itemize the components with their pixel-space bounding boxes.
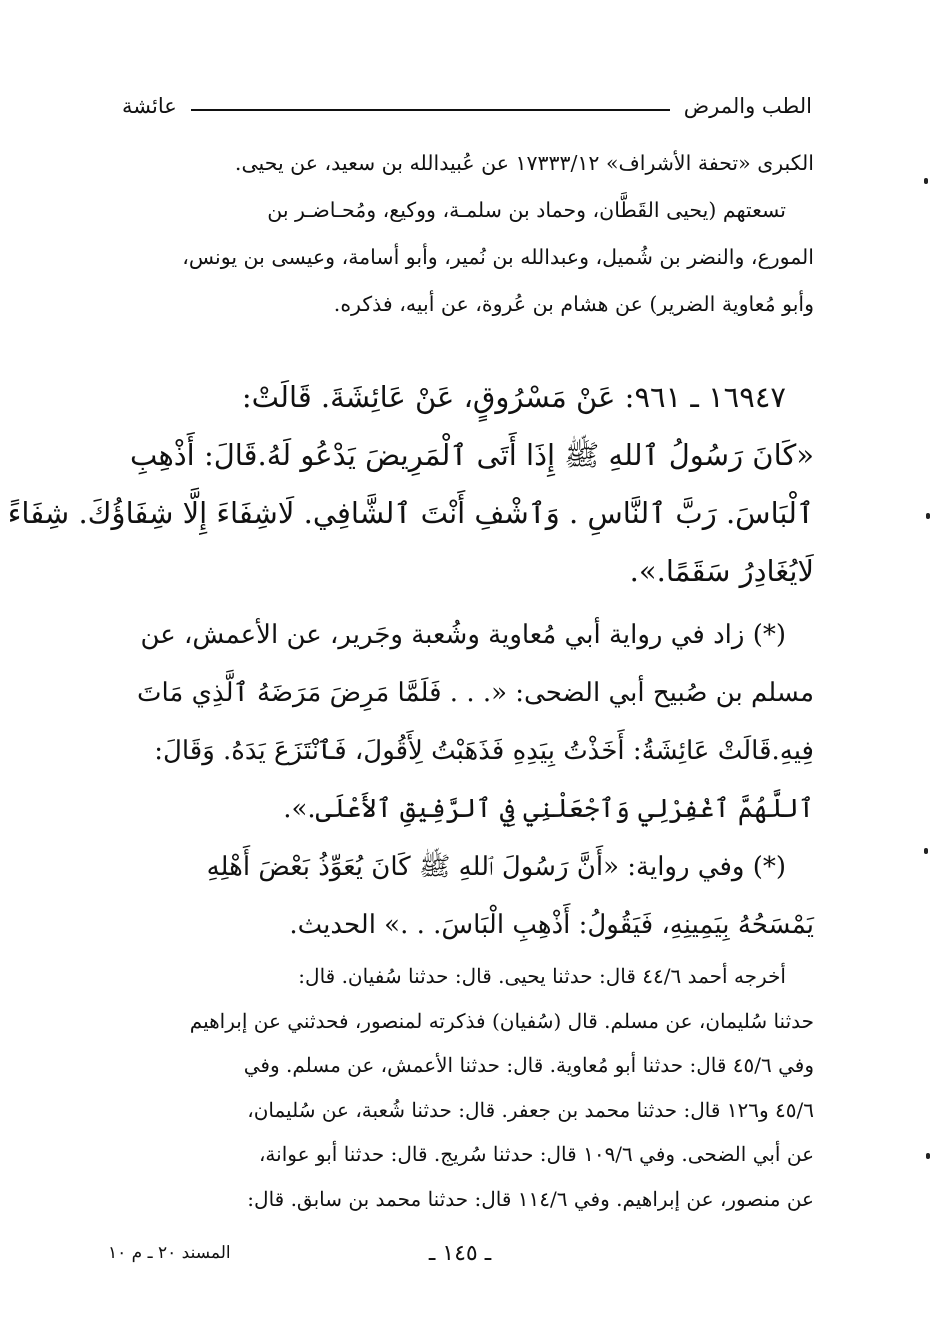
hadith-line: لَايُغَادِرُ سَقَمًا.». <box>629 554 814 588</box>
takhrij-line: عن أبي الضحى. وفي ١٠٩/٦ قال: حدثنا سُريج. قال: حدثنا أبو عوانة، <box>258 1142 814 1166</box>
takhrij-line: وفي ٤٥/٦ قال: حدثنا أبو مُعاوية. قال: حدثنا الأعمش، عن مسلم. وفي <box>243 1053 814 1077</box>
hadith-line: ٱلْبَاسَ. رَبَّ ٱلنَّاسِ . وَٱشْفِ أَنْتَ ٱلشَّافِي. لَاشِفَاءَ إِلَّا شِفَاؤُكَ. شِفَاءً <box>7 496 814 530</box>
header-section-title: عائشة <box>122 94 177 118</box>
variant-note-1 <box>118 606 814 838</box>
note-line: ٱللَّهُمَّ ٱغْفِرْلِي وَٱجْعَلْنِي فِي ٱلرَّفِيقِ ٱلأَعْلَى.». <box>283 794 814 824</box>
intro-paragraph <box>118 140 814 328</box>
note-line: يَمْسَحُهُ بِيَمِينِهِ، فَيَقُولُ: أَذْهِبِ الْبَاسَ. . .» الحديث. <box>289 910 814 940</box>
takhrij-line: حدثنا سُليمان، عن مسلم. قال (سُفيان) فذكرته لمنصور، فحدثني عن إبراهيم <box>189 1008 814 1033</box>
intro-line: وأبو مُعاوية الضرير) عن هشام بن عُروة، عن أبيه، فذكره. <box>333 292 814 316</box>
note-line: (*) زاد في رواية أبي مُعاوية وشُعبة وجَرير، عن الأعمش، عن <box>140 620 786 650</box>
variant-note-2 <box>118 838 814 954</box>
header-chapter-title: الطب والمرض <box>683 94 812 118</box>
page-number: ـ ١٤٥ ـ <box>428 1240 492 1266</box>
hadith-line: «كَانَ رَسُولُ ٱللهِ ﷺ إِذَا أَتَى ٱلْمَرِيضَ يَدْعُو لَهُ.قَالَ: أَذْهِبِ <box>130 438 814 472</box>
intro-line: الكبرى «تحفة الأشراف» ١٧٣٣٣/١٢ عن عُبيدالله بن سعيد، عن يحيى. <box>234 151 814 175</box>
takhrij-line: أخرجه أحمد ٤٤/٦ قال: حدثنا يحيى. قال: حدثنا سُفيان. قال: <box>298 964 786 988</box>
hadith-heading: ١٦٩٤٧ ـ ٩٦١: عَنْ مَسْرُوقٍ، عَنْ عَائِشَةَ. قَالَتْ: <box>241 380 786 414</box>
running-header <box>122 86 812 126</box>
scan-speck <box>924 848 928 854</box>
scan-speck <box>926 513 930 519</box>
scan-speck <box>926 1153 930 1159</box>
intro-line: تسعتهم (يحيى القَطَّان، وحماد بن سلمـة، ووكيع، ومُحـاضـر بن <box>267 198 786 222</box>
note-line: فِيهِ.قَالَتْ عَائِشَةُ: أَخَذْتُ بِيَدِهِ فَذَهَبْتُ لِأَقُولَ، فَٱنْتَزَعَ يَدَهُ. وَقَالَ: <box>154 736 814 766</box>
scan-speck <box>924 178 928 184</box>
takhrij-line: عن منصور، عن إبراهيم. وفي ١١٤/٦ قال: حدثنا محمد بن سابق. قال: <box>247 1186 814 1211</box>
takhrij-paragraph <box>118 954 814 1221</box>
intro-line: المورع، والنضر بن شُميل، وعبدالله بن نُمير، وأبو أسامة، وعيسى بن يونس، <box>182 245 814 269</box>
note-line: (*) وفي رواية: «أَنَّ رَسُولَ ٱللهِ ﷺ كَانَ يُعَوِّذُ بَعْضَ أَهْلِهِ <box>206 852 786 882</box>
takhrij-line: ٤٥/٦ و١٢٦ قال: حدثنا محمد بن جعفر. قال: حدثنا شُعبة، عن سُليمان، <box>247 1097 814 1122</box>
signature-mark: المسند ٢٠ ـ م ١٠ <box>108 1243 231 1263</box>
header-rule <box>191 109 670 111</box>
hadith-text <box>7 368 814 600</box>
page-footer <box>108 1238 812 1268</box>
note-line: مسلم بن صُبيح أبي الضحى: «. . . فَلَمَّا مَرِضَ مَرَضَهُ ٱلَّذِي مَاتَ <box>137 678 814 708</box>
